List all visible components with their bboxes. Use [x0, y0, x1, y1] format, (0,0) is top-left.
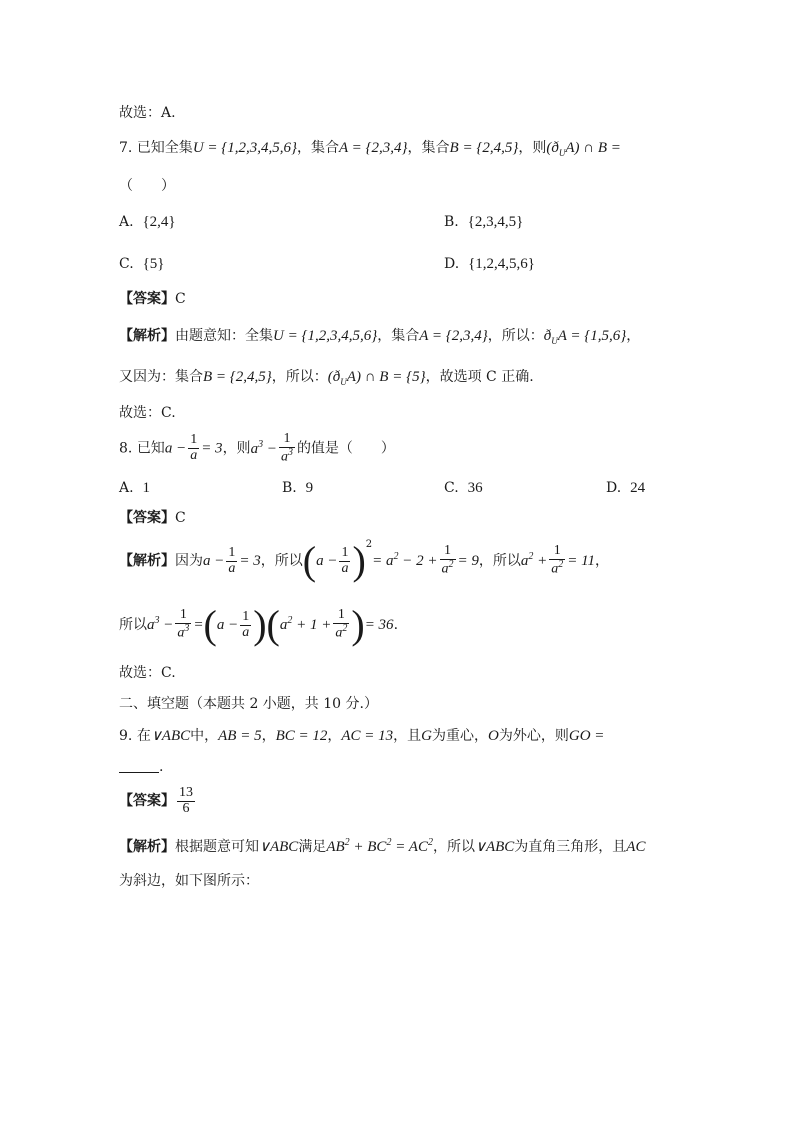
q7-comma1: ，集合 — [297, 140, 340, 156]
q7-option-a: A. {2,4} — [119, 214, 176, 230]
q7-analysis-line1: 【解析】由题意知：全集U = {1,2,3,4,5,6}，集合A = {2,3,4}，所以：$ð_UA = \{1,5,6\}$， — [119, 328, 641, 346]
q9-blank: . — [119, 760, 163, 774]
q7-stem — [119, 141, 621, 158]
q7-number: 7. — [119, 140, 133, 156]
q7-comma2: ，集合 — [407, 140, 450, 156]
q7-stem-prefix: 已知全集 — [136, 140, 193, 156]
q7-option-c: C. {5} — [119, 256, 165, 272]
q9-stem: 9. 在∨ABC中，AB = 5，BC = 12，AC = 13，且G为重心，O为外心，则GO = — [119, 728, 605, 744]
q6-conclusion: 故选：A. — [119, 105, 176, 121]
q9-answer: 【答案】 $\frac{13}{6}$ — [119, 785, 193, 816]
q7-option-b: B. {2,3,4,5} — [444, 214, 524, 230]
q7-analysis-line2: 又因为：集合B = {2,4,5}，所以：$(ð_UA)$ ∩ B = {5}，故选项 C 正确. — [119, 369, 534, 387]
q7-set-b: B = {2,4,5} — [449, 140, 519, 156]
q7-option-d: D. {1,2,4,5,6} — [444, 256, 535, 272]
q9-analysis-line1: 【解析】根据题意可知∨ABC满足$AB^2 + BC^2 = AC^2$，所以∨ABC为直角三角形，且AC — [119, 837, 646, 855]
q8-analysis-line2: 所以$a^3$ − $\frac{1}{a^3}$ =(a − $\frac{1}{a}$ )($a^2 + 1$ + $\frac{1}{a^2}$ )= 36. — [119, 602, 399, 647]
q8-option-b: B. 9 — [282, 480, 314, 496]
q8-conclusion: 故选：C. — [119, 665, 176, 681]
q8-option-a: A. 1 — [119, 480, 150, 496]
q7-conclusion: 故选：C. — [119, 405, 176, 421]
q8-option-d: D. 24 — [606, 480, 646, 496]
q7-answer: 【答案】C — [119, 291, 186, 307]
q7-universal-set: U = {1,2,3,4,5,6} — [192, 140, 298, 156]
q8-stem: 8. 已知a − $\frac{1}{a}$ = 3，则$a^3$ − $\frac{1}{a^3}$ 的值是（ ） — [119, 431, 395, 465]
q8-option-c: C. 36 — [444, 480, 483, 496]
q9-analysis-line2: 为斜边，如下图所示： — [119, 873, 259, 889]
q7-set-a: A = {2,3,4} — [339, 140, 408, 156]
section-title: 二、填空题（本题共 2 小题，共 10 分.） — [119, 696, 378, 712]
q8-analysis-line1: 【解析】因为a − $\frac{1}{a}$ = 3，所以(a − $\frac{1}{a}$ )$^2= a^2 - 2$ + $\frac{1}{a^2}$ = 9，所以$a^2$ + $\frac{1}{a^2}$ = 11， — [119, 538, 610, 583]
q7-paren: （ ） — [119, 178, 175, 194]
q7-expression: $(ð_UA)$ ∩ B = — [546, 140, 621, 158]
q7-then: ，则 — [518, 140, 547, 156]
q8-answer: 【答案】C — [119, 510, 186, 526]
